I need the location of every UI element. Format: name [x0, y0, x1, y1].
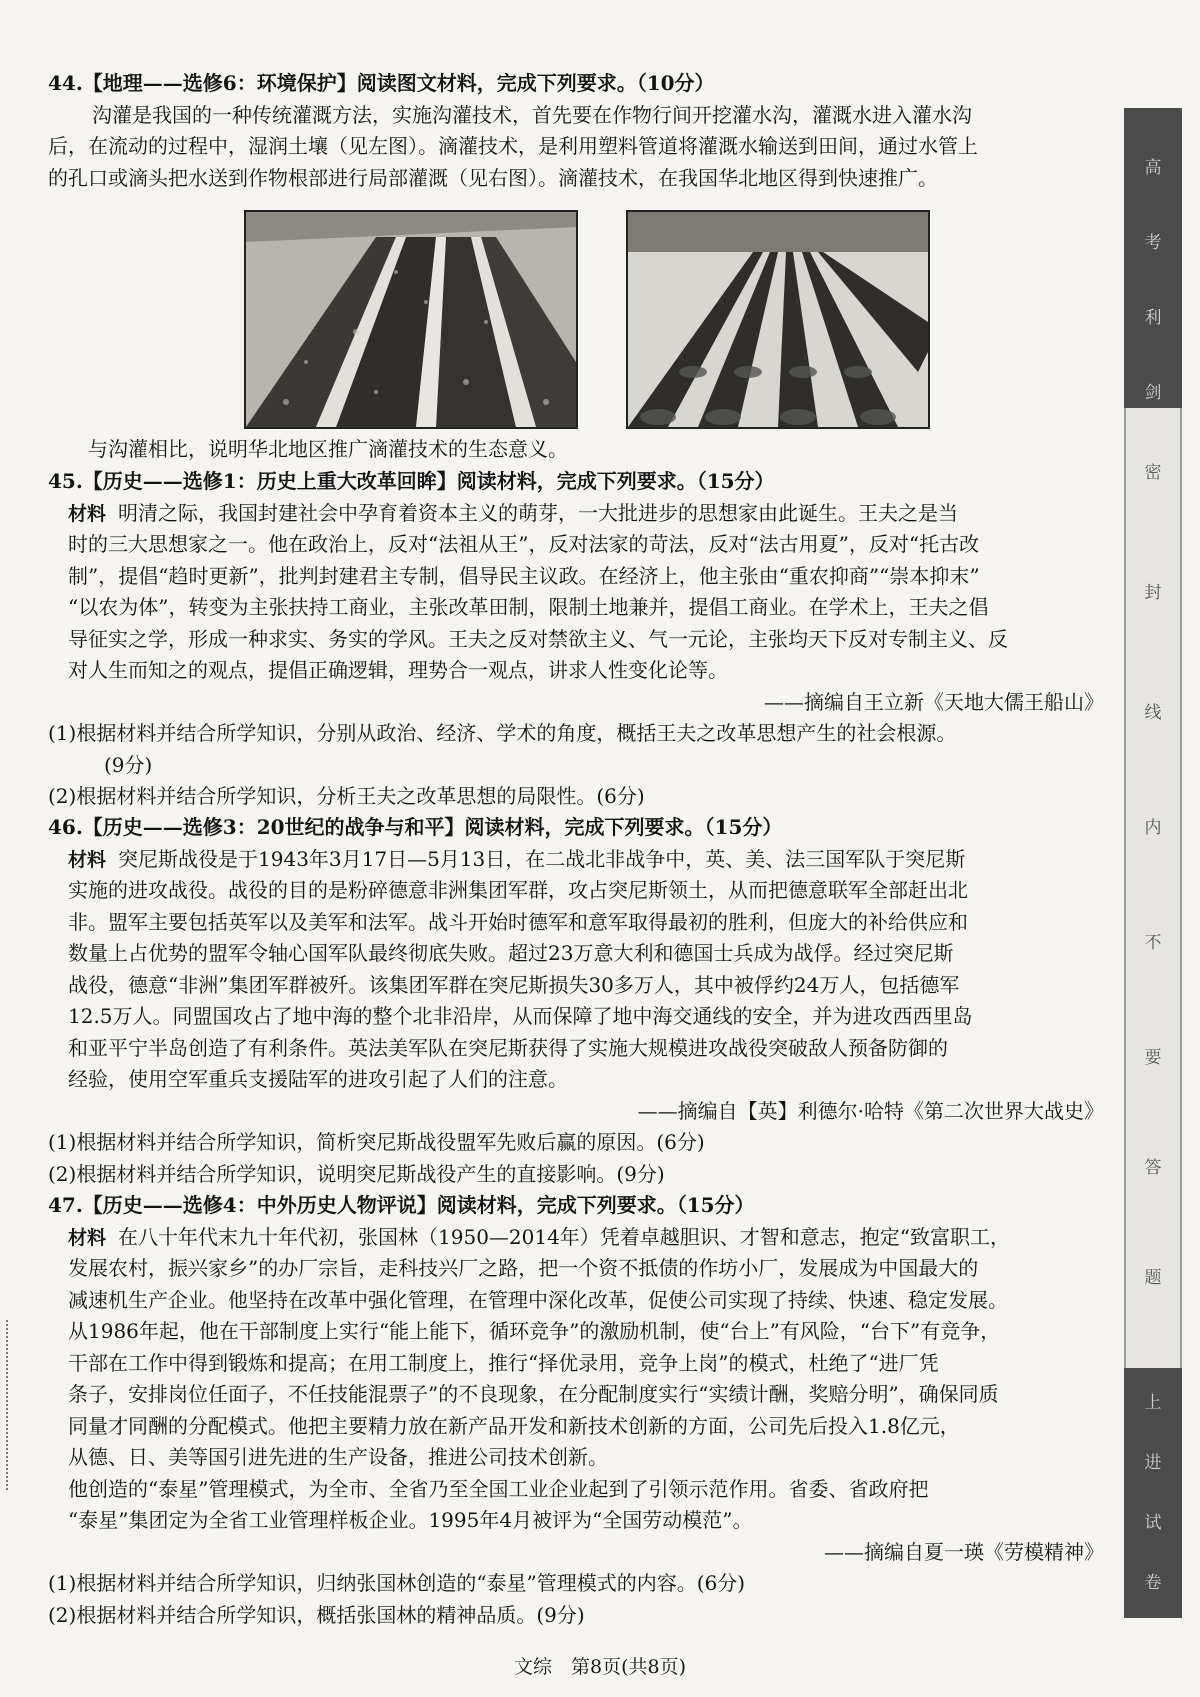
- q47-line-5: 干部在工作中得到锻炼和提高；在用工制度上，推行“择优录用，竞争上岗”的模式，杜绝了“进厂凭: [68, 1350, 939, 1375]
- q46-line-6: 12.5万人。同盟国攻占了地中海的整个北非沿岸，从而保障了地中海交通线的安全，并为进攻西西里岛: [68, 1004, 973, 1028]
- q45-sub1-score: (9分): [104, 752, 153, 777]
- sidebar-top-char-3: 利: [1144, 308, 1162, 328]
- question-45: [48, 466, 1104, 813]
- sidebar-top-char-4: 剑: [1144, 383, 1162, 403]
- drip-irrigation-photo: [626, 210, 930, 429]
- q45-sub2: (2)根据材料并结合所学知识，分析王夫之改革思想的局限性。(6分): [48, 784, 645, 808]
- q46-sub1: (1)根据材料并结合所学知识，简析突尼斯战役盟军先败后赢的原因。(6分): [48, 1130, 705, 1154]
- sidebar-mid-char-5: 不: [1144, 933, 1162, 953]
- q47-line-10: “泰星”集团定为全省工业管理样板企业。1995年4月被评为“全国劳动模范”。: [68, 1508, 753, 1532]
- sidebar-mid-char-2: 封: [1144, 583, 1162, 603]
- q47-source: ——摘编自夏一瑛《劳模精神》: [824, 1539, 1104, 1564]
- sidebar-mid-char-3: 线: [1144, 703, 1162, 723]
- seal-line-sidebar: [1124, 108, 1182, 1618]
- q46-line-4: 数量上占优势的盟军令轴心国军队最终彻底失败。超过23万意大利和德国士兵成为战俘。经过突尼斯: [68, 941, 954, 965]
- q46-line-1: 突尼斯战役是于1943年3月17日—5月13日，在二战北非战争中，英、美、法三国军队于突尼斯: [118, 846, 966, 871]
- q46-line-5: 战役，德意“非洲”集团军群被歼。该集团军群在突尼斯损失30多万人，其中被俘约24万人，包括德军: [68, 972, 960, 997]
- furrow-irrigation-photo: [244, 210, 578, 429]
- q45-header: 45.【历史——选修1：历史上重大改革回眸】阅读材料，完成下列要求。（15分）: [48, 469, 775, 493]
- q47-line-2: 发展农村，振兴家乡”的办厂宗旨，走科技兴厂之路，把一个资不抵债的作坊小厂，发展成为中国最大的: [68, 1256, 979, 1280]
- sidebar-top-char-1: 高: [1144, 158, 1162, 178]
- question-47: [48, 1190, 1104, 1631]
- q47-line-3: 减速机生产企业。他坚持在改革中强化管理，在管理中深化改革，促使公司实现了持续、快速、稳定发展。: [68, 1287, 1008, 1312]
- sidebar-bottom-char-4: 卷: [1144, 1573, 1162, 1593]
- q45-line-5: 导征实之学，形成一种求实、务实的学风。王夫之反对禁欲主义、气一元论，主张均天下反对专制主义、反: [68, 626, 1008, 651]
- q47-header: 47.【历史——选修4：中外历史人物评说】阅读材料，完成下列要求。（15分）: [48, 1193, 755, 1217]
- q44-line-1: 沟灌是我国的一种传统灌溉方法，实施沟灌技术，首先要在作物行间开挖灌水沟，灌溉水进入灌水沟: [92, 102, 972, 127]
- q46-line-8: 经验，使用空军重兵支援陆军的进攻引起了人们的注意。: [68, 1067, 568, 1091]
- sidebar-mid-char-1: 密: [1144, 463, 1162, 483]
- q44-line-2: 后，在流动的过程中，湿润土壤（见左图）。滴灌技术，是利用塑料管道将灌溉水输送到田间，通过水管上: [48, 134, 978, 158]
- sidebar-bottom-char-1: 上: [1144, 1393, 1162, 1413]
- sidebar-mid-char-6: 要: [1144, 1048, 1162, 1068]
- q47-line-6: 条子，安排岗位任面子，不任技能混票子”的不良现象，在分配制度实行“实绩计酬，奖赔分明”，确保同质: [68, 1382, 999, 1406]
- q46-line-2: 实施的进攻战役。战役的目的是粉碎德意非洲集团军群，攻占突尼斯领土，从而把德意联军全部赶出北: [68, 878, 968, 902]
- q47-line-9: 他创造的“泰星”管理模式，为全市、全省乃至全国工业企业起到了引领示范作用。省委、省政府把: [68, 1476, 929, 1501]
- question-44: [48, 68, 1104, 194]
- sidebar-middle-band: [1124, 408, 1182, 1368]
- q45-line-2: 时的三大思想家之一。他在政治上，反对“法祖从王”，反对法家的苛法，反对“法古用夏”，反对“托古改: [68, 532, 980, 556]
- left-binding-dots: [6, 1320, 12, 1490]
- q47-material-label: 材料: [68, 1226, 107, 1249]
- question-46: [48, 812, 1104, 1190]
- q44-question: 与沟灌相比，说明华北地区推广滴灌技术的生态意义。: [88, 437, 568, 461]
- sidebar-mid-char-4: 内: [1144, 818, 1162, 838]
- q45-material-label: 材料: [68, 502, 107, 525]
- q44-line-3: 的孔口或滴头把水送到作物根部进行局部灌溉（见右图）。滴灌技术，在我国华北地区得到快速推广。: [48, 165, 938, 190]
- q46-header: 46.【历史——选修3：20世纪的战争与和平】阅读材料，完成下列要求。（15分）: [48, 815, 783, 839]
- q46-line-7: 和亚平宁半岛创造了有利条件。英法美军队在突尼斯获得了实施大规模进攻战役突破敌人预备防御的: [68, 1035, 948, 1060]
- q45-line-6: 对人生而知之的观点，提倡正确逻辑，理势合一观点，讲求人性变化论等。: [68, 658, 728, 682]
- sidebar-mid-char-7: 答: [1144, 1158, 1162, 1178]
- q47-sub1: (1)根据材料并结合所学知识，归纳张国林创造的“泰星”管理模式的内容。(6分): [48, 1571, 746, 1595]
- q45-source: ——摘编自王立新《天地大儒王船山》: [764, 689, 1104, 714]
- q45-sub1: (1)根据材料并结合所学知识，分别从政治、经济、学术的角度，概括王夫之改革思想产生的社会根源。: [48, 721, 957, 745]
- q47-line-7: 同量才同酬的分配模式。他把主要精力放在新产品开发和新技术创新的方面，公司先后投入1.8亿元，: [68, 1413, 960, 1438]
- q44-header: 44.【地理——选修6：环境保护】阅读图文材料，完成下列要求。（10分）: [48, 71, 715, 95]
- q46-source: ——摘编自【英】利德尔·哈特《第二次世界大战史》: [637, 1098, 1104, 1123]
- sidebar-mid-char-8: 题: [1144, 1268, 1162, 1288]
- q47-line-4: 从1986年起，他在干部制度上实行“能上能下，循环竞争”的激励机制，使“台上”有风险，“台下”有竞争，: [68, 1319, 1001, 1343]
- q46-sub2: (2)根据材料并结合所学知识，说明突尼斯战役产生的直接影响。(9分): [48, 1161, 665, 1186]
- page-footer: 文综 第8页(共8页): [513, 1656, 686, 1678]
- q46-material-label: 材料: [68, 848, 107, 871]
- q45-line-4: “以农为体”，转变为主张扶持工商业，主张改革田制，限制土地兼并，提倡工商业。在学术上，王夫之倡: [68, 595, 989, 619]
- q45-line-1: 明清之际，我国封建社会中孕育着资本主义的萌芽，一大批进步的思想家由此诞生。王夫之是当: [118, 500, 959, 525]
- q44-question-block: [48, 434, 1104, 466]
- q45-line-3: 制”，提倡“趋时更新”，批判封建君主专制，倡导民主议政。在经济上，他主张由“重农抑商”“崇本抑末”: [68, 563, 980, 588]
- sidebar-bottom-char-3: 试: [1144, 1513, 1162, 1533]
- q47-sub2: (2)根据材料并结合所学知识，概括张国林的精神品质。(9分): [48, 1602, 585, 1627]
- q47-line-1: 在八十年代末九十年代初，张国林（1950—2014年）凭着卓越胆识、才智和意志，抱定“致富职工，: [118, 1224, 1011, 1249]
- sidebar-bottom-char-2: 进: [1144, 1453, 1162, 1473]
- sidebar-top-char-2: 考: [1144, 233, 1162, 253]
- q46-line-3: 非。盟军主要包括英军以及美军和法军。战斗开始时德军和意军取得最初的胜利，但庞大的补给供应和: [68, 909, 968, 934]
- q47-line-8: 从德、日、美等国引进先进的生产设备，推进公司技术创新。: [68, 1445, 608, 1469]
